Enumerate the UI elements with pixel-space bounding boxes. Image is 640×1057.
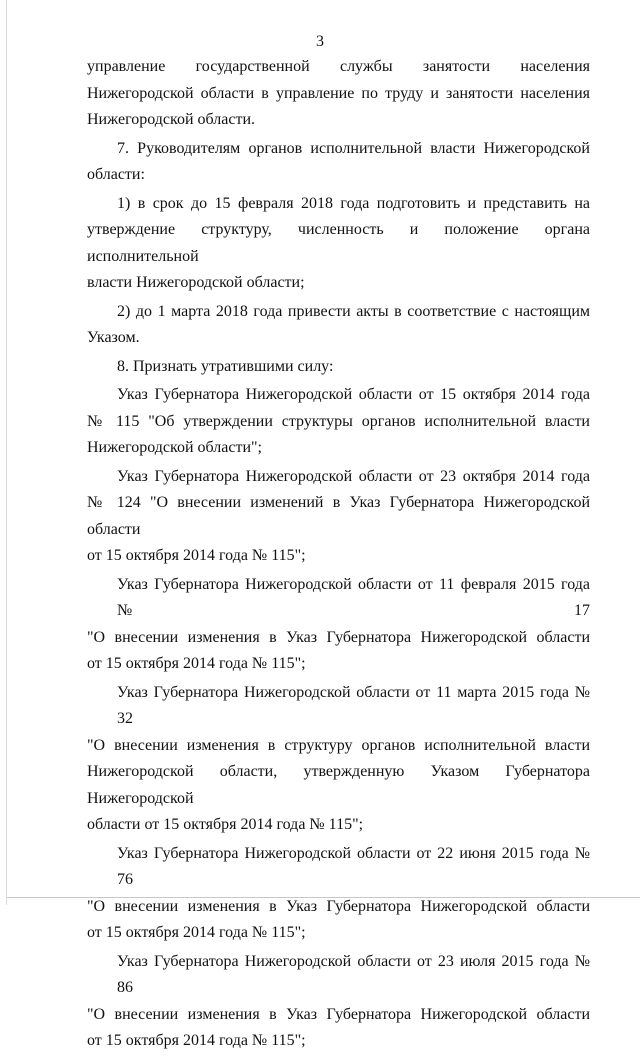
paragraph: [87, 54, 590, 134]
text-line: № 115 "Об утверждении структуры органов исполнительной власти: [87, 412, 590, 430]
text-line: Указ Губернатора Нижегородской области от 22 июня 2015 года № 76: [117, 844, 590, 888]
paragraph: [87, 464, 590, 570]
text-line: "О внесении изменения в Указ Губернатора Нижегородской области: [87, 897, 590, 915]
paragraph: [87, 680, 590, 839]
text-line: "О внесении изменения в Указ Губернатора Нижегородской области: [87, 1005, 590, 1023]
text-line: Нижегородской области в управление по труду и занятости населения: [87, 84, 590, 102]
text-line: Нижегородской области.: [87, 111, 256, 128]
text-line: управление государственной службы занятости населения: [87, 58, 590, 75]
text-line: 1) в срок до 15 февраля 2018 года подготовить и представить на: [117, 194, 590, 212]
text-line: области:: [87, 166, 145, 183]
text-line: 8. Признать утратившими силу:: [117, 357, 334, 375]
document-body: [87, 54, 590, 1057]
text-line: Указом.: [87, 329, 140, 346]
text-line: Указ Губернатора Нижегородской области от 23 октября 2014 года: [117, 467, 590, 485]
paragraph: [87, 191, 590, 297]
paragraph: [87, 354, 590, 381]
text-line: от 15 октября 2014 года № 115";: [87, 1032, 306, 1049]
paragraph: [87, 841, 590, 947]
paragraph: [87, 299, 590, 352]
text-line: Нижегородской области";: [87, 439, 262, 456]
text-line: от 15 октября 2014 года № 115";: [87, 547, 306, 564]
text-line: Нижегородской области, утвержденную Указом Губернатора Нижегородской: [87, 763, 590, 807]
paragraph: [87, 949, 590, 1055]
paragraph: [87, 136, 590, 189]
paragraph: [87, 382, 590, 462]
text-line: № 124 "О внесении изменений в Указ Губернатора Нижегородской области: [87, 494, 590, 538]
page-left-edge: [6, 0, 7, 905]
text-line: от 15 октября 2014 года № 115";: [87, 924, 306, 941]
text-line: утверждение структуру, численность и положение органа исполнительной: [87, 221, 590, 265]
text-line: от 15 октября 2014 года № 115";: [87, 655, 306, 672]
text-line: "О внесении изменения в Указ Губернатора Нижегородской области: [87, 628, 590, 646]
text-line: области от 15 октября 2014 года № 115";: [87, 816, 364, 833]
text-line: Указ Губернатора Нижегородской области от 11 марта 2015 года № 32: [117, 683, 590, 727]
text-line: власти Нижегородской области;: [87, 274, 305, 291]
text-line: Указ Губернатора Нижегородской области от 11 февраля 2015 года № 17: [117, 575, 590, 619]
text-line: "О внесении изменения в структуру органов исполнительной власти: [87, 736, 590, 754]
text-line: Указ Губернатора Нижегородской области от 23 июля 2015 года № 86: [117, 952, 590, 996]
page-number: 3: [316, 33, 324, 50]
text-line: 2) до 1 марта 2018 года привести акты в соответствие с настоящим: [117, 302, 590, 320]
paragraph: [87, 572, 590, 678]
text-line: 7. Руководителям органов исполнительной власти Нижегородской: [117, 139, 590, 157]
text-line: Указ Губернатора Нижегородской области от 15 октября 2014 года: [117, 386, 590, 403]
